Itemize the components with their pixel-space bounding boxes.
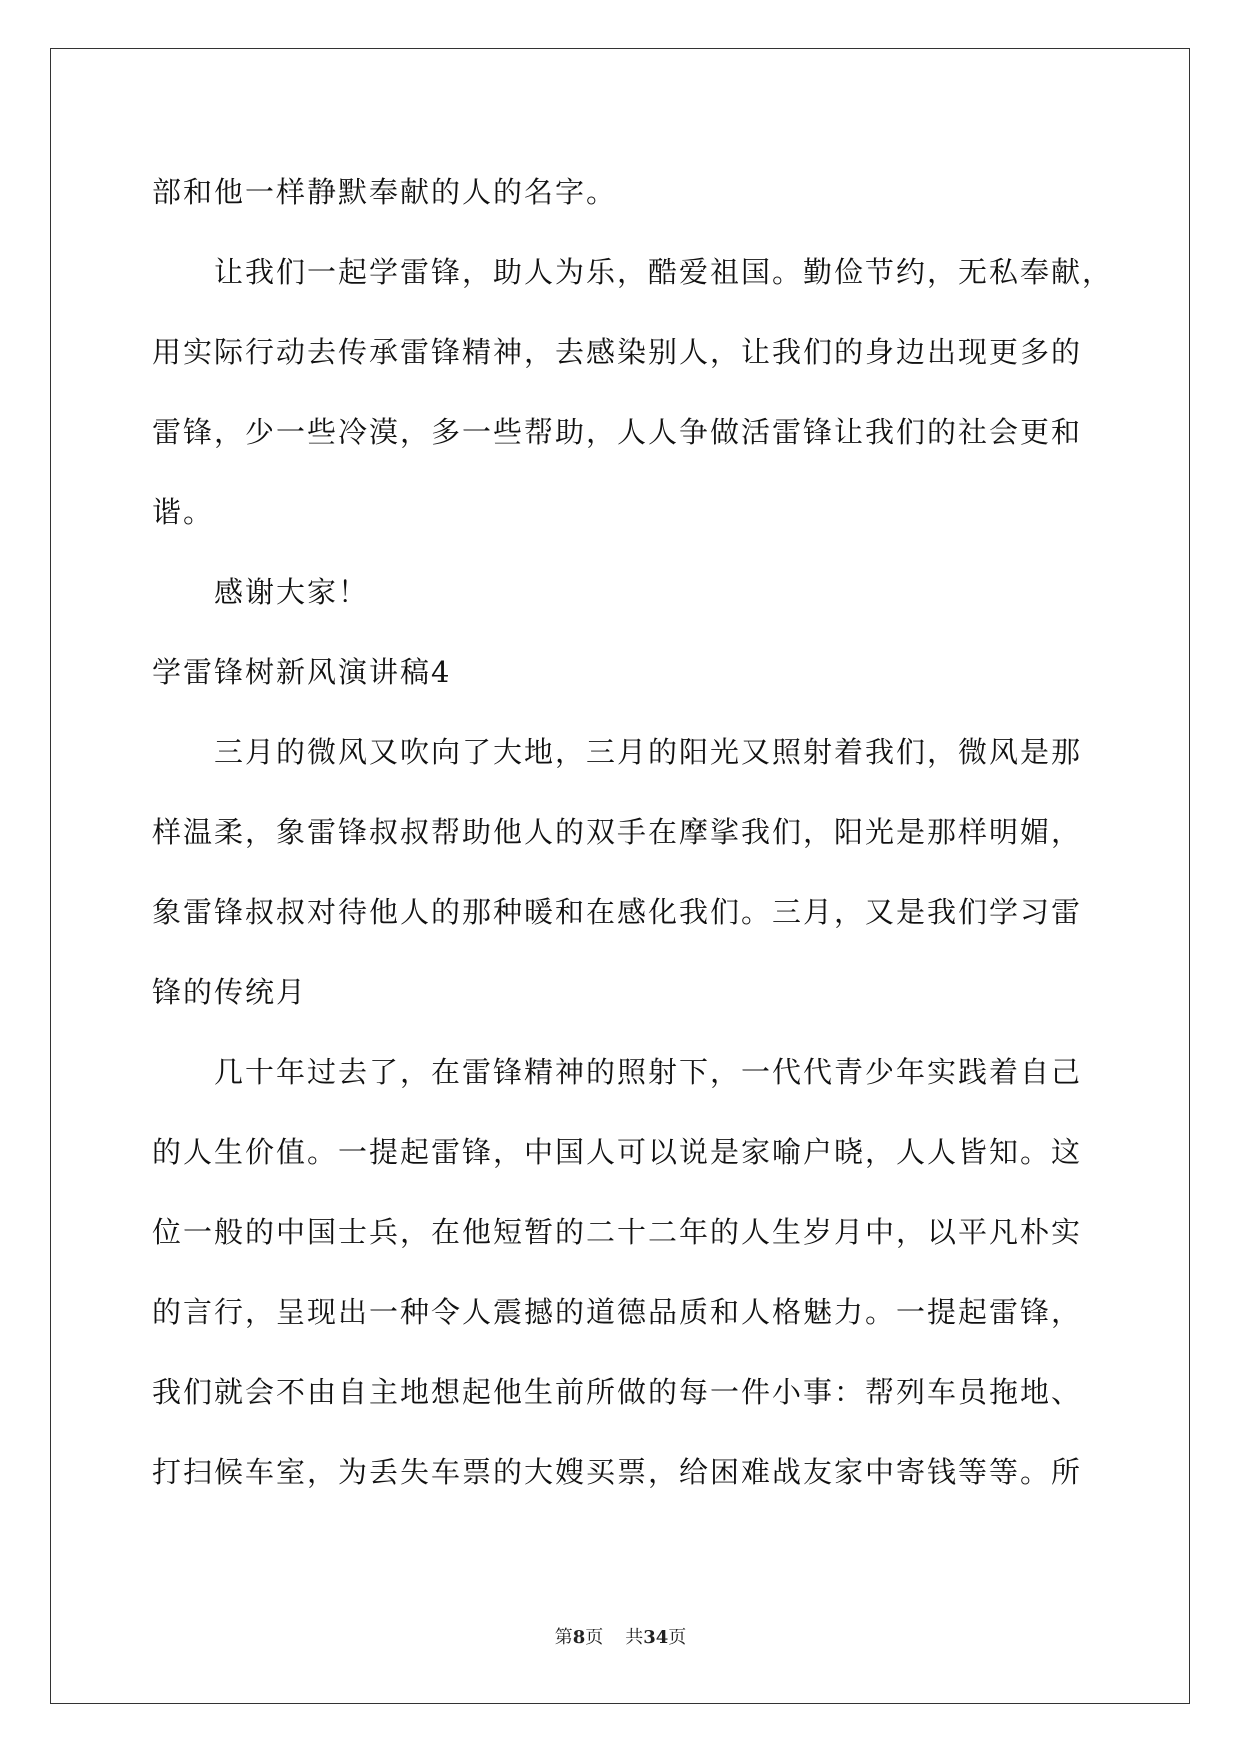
paragraph-line: 谐。 [152,495,215,529]
paragraph-line: 用实际行动去传承雷锋精神，去感染别人，让我们的身边出现更多的 [152,335,1083,369]
page-label-prefix: 第 [554,1627,573,1648]
paragraph-line: 位一般的中国士兵，在他短暂的二十二年的人生岁月中，以平凡朴实 [152,1215,1083,1249]
paragraph-line: 我们就会不由自主地想起他生前所做的每一件小事：帮列车员拖地、 [152,1375,1083,1409]
paragraph-line: 的人生价值。一提起雷锋，中国人可以说是家喻户晓，人人皆知。这 [152,1135,1083,1169]
paragraph-line: 样温柔，象雷锋叔叔帮助他人的双手在摩挲我们，阳光是那样明媚， [152,815,1083,849]
paragraph-line: 锋的传统月 [152,975,308,1009]
paragraph-line: 象雷锋叔叔对待他人的那种暖和在感化我们。三月，又是我们学习雷 [152,895,1083,929]
page-number: 8 [572,1627,586,1648]
paragraph-line: 的言行，呈现出一种令人震撼的道德品质和人格魅力。一提起雷锋， [152,1295,1083,1329]
paragraph-line: 打扫候车室，为丢失车票的大嫂买票，给困难战友家中寄钱等等。所 [152,1455,1083,1489]
section-heading: 学雷锋树新风演讲稿4 [152,655,452,689]
paragraph-line: 让我们一起学雷锋，助人为乐，酷爱祖国。勤俭节约，无私奉献， [214,255,1114,289]
total-label-prefix: 共 [625,1627,644,1648]
paragraph-line: 三月的微风又吹向了大地，三月的阳光又照射着我们，微风是那 [214,735,1083,769]
paragraph-line: 感谢大家！ [214,575,370,609]
page-label-suffix: 页 [585,1627,604,1648]
total-label-suffix: 页 [668,1627,687,1648]
paragraph-line: 几十年过去了，在雷锋精神的照射下，一代代青少年实践着自己 [214,1055,1083,1089]
page-footer [0,1623,1241,1649]
paragraph-line: 雷锋，少一些冷漠，多一些帮助，人人争做活雷锋让我们的社会更和 [152,415,1083,449]
paragraph-line: 部和他一样静默奉献的人的名字。 [152,175,618,209]
total-pages: 34 [643,1627,669,1648]
